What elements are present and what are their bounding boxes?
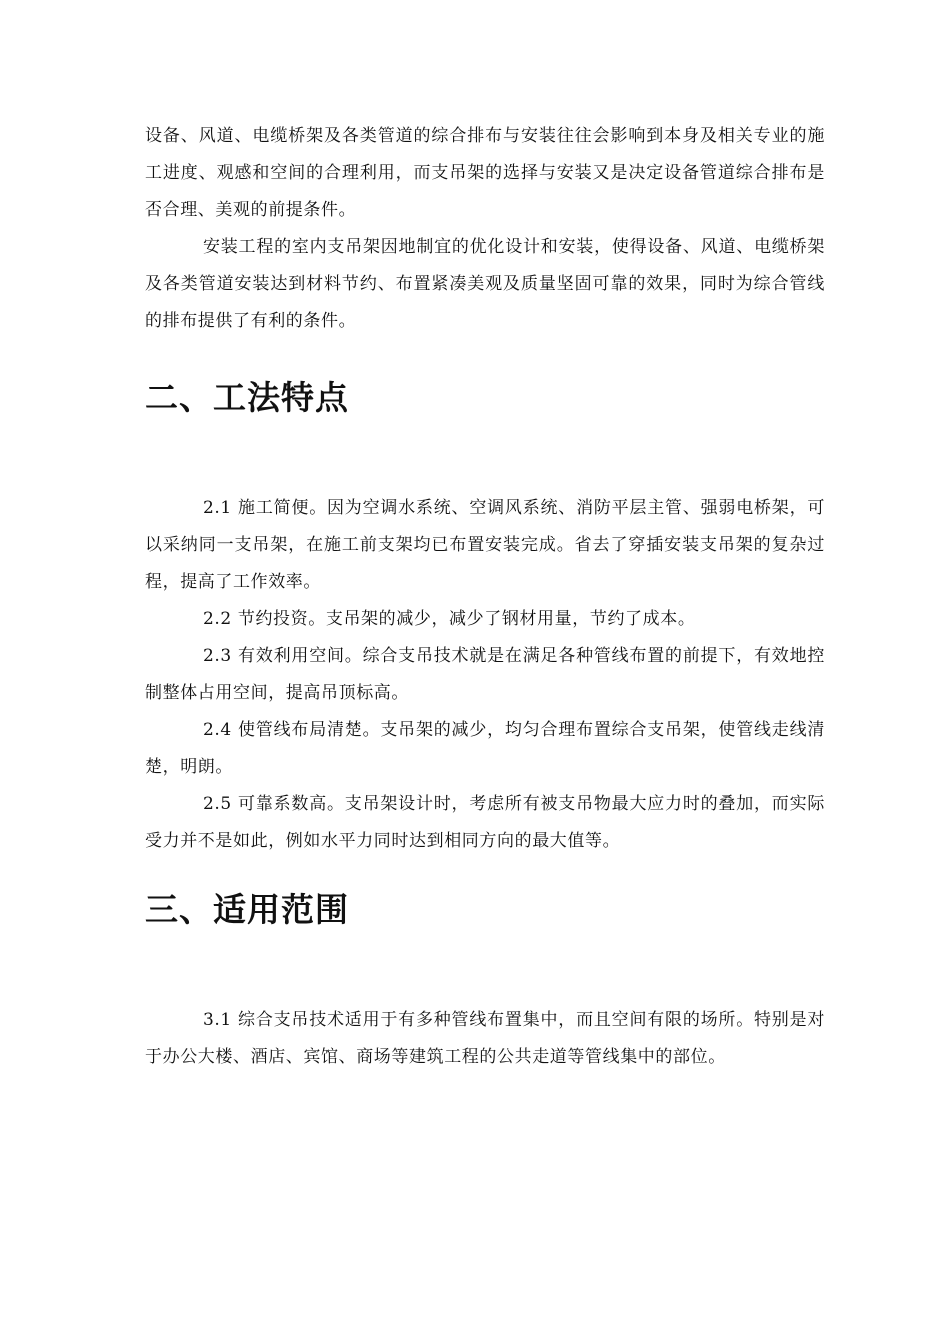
intro-paragraph-2: 安装工程的室内支吊架因地制宜的优化设计和安装，使得设备、风道、电缆桥架及各类管道安装达到材料节约、布置紧凑美观及质量坚固可靠的效果，同时为综合管线的排布提供了有利的条件。 [145,237,825,331]
feature-item-2-4: 2.4 使管线布局清楚。支吊架的减少，均匀合理布置综合支吊架，使管线走线清楚，明朗。 [145,720,825,777]
feature-item-2-3: 2.3 有效利用空间。综合支吊技术就是在满足各种管线布置的前提下，有效地控制整体占用空间，提高吊顶标高。 [145,646,825,703]
document-page [145,118,825,1076]
intro-paragraph-1: 设备、风道、电缆桥架及各类管道的综合排布与安装往往会影响到本身及相关专业的施工进度、观感和空间的合理利用，而支吊架的选择与安装又是决定设备管道综合排布是否合理、美观的前提条件。 [145,126,825,220]
section-heading-scope: 三、适用范围 [145,890,349,929]
feature-item-2-2: 2.2 节约投资。支吊架的减少，减少了钢材用量，节约了成本。 [203,609,696,629]
feature-item-2-1: 2.1 施工简便。因为空调水系统、空调风系统、消防平层主管、强弱电桥架，可以采纳同一支吊架，在施工前支架均已布置安装完成。省去了穿插安装支吊架的复杂过程，提高了工作效率。 [145,498,825,592]
section-heading-features: 二、工法特点 [145,378,349,417]
scope-item-3-1: 3.1 综合支吊技术适用于有多种管线布置集中，而且空间有限的场所。特别是对于办公大楼、酒店、宾馆、商场等建筑工程的公共走道等管线集中的部位。 [145,1010,825,1067]
feature-item-2-5: 2.5 可靠系数高。支吊架设计时，考虑所有被支吊物最大应力时的叠加，而实际受力并不是如此，例如水平力同时达到相同方向的最大值等。 [145,794,825,851]
